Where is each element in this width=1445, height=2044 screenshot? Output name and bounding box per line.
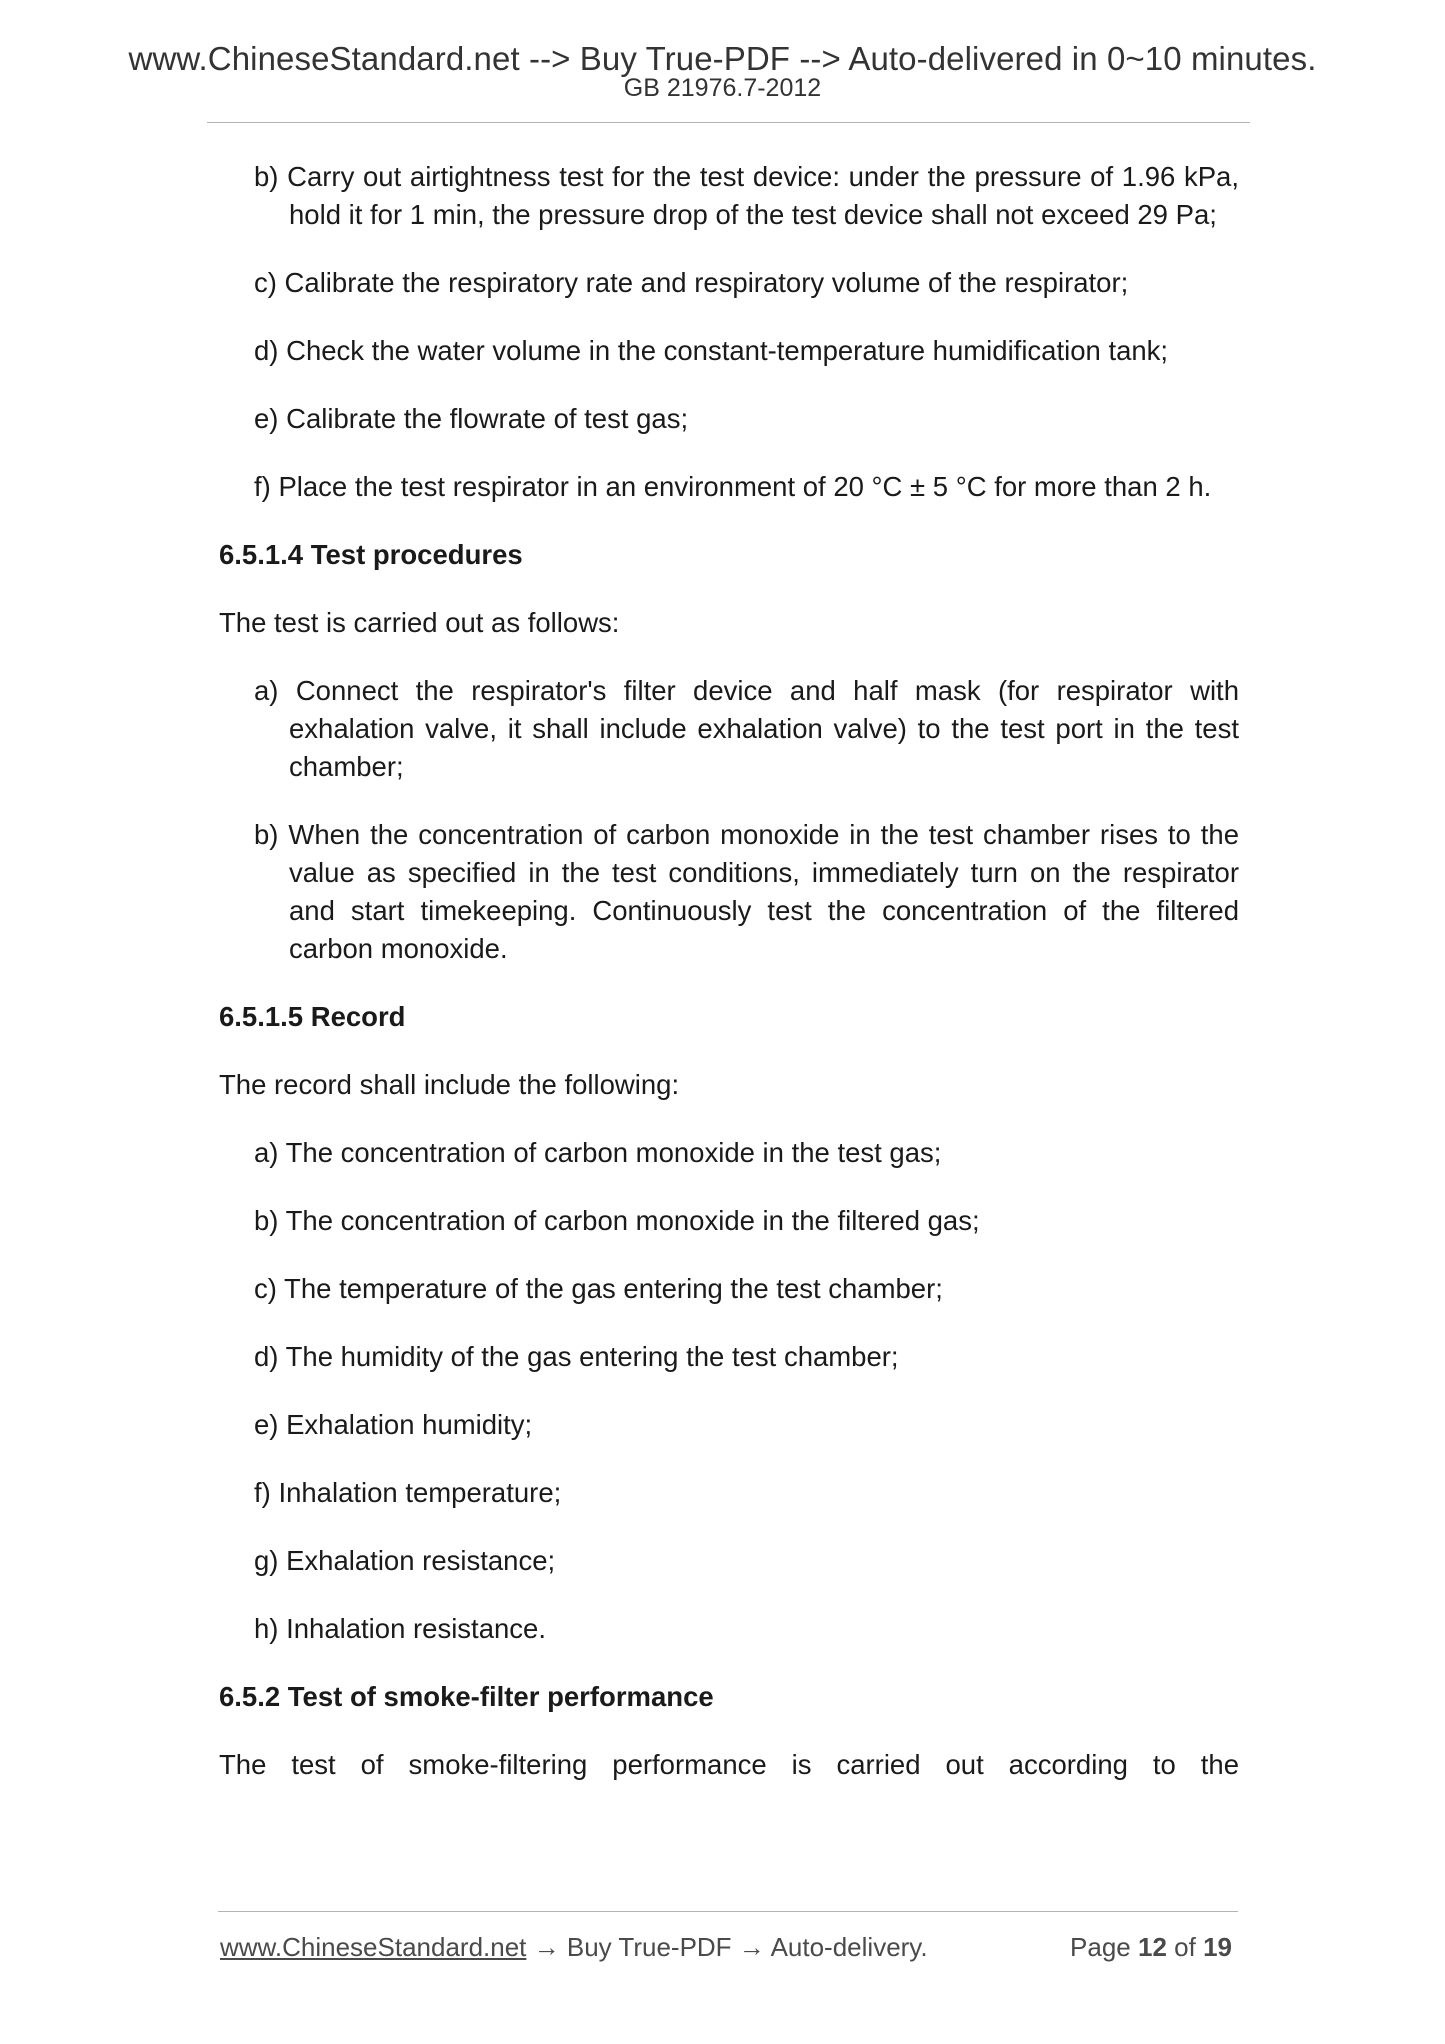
section-heading: 6.5.1.5 Record <box>219 1001 406 1032</box>
paragraph: The test is carried out as follows: <box>219 607 620 638</box>
page-total: 19 <box>1203 1932 1232 1962</box>
list-item: c) Calibrate the respiratory rate and respiratory volume of the respirator; <box>254 267 1129 298</box>
page-of-label: of <box>1174 1932 1196 1962</box>
page-indicator <box>1070 1932 1232 1963</box>
list-item: a) Connect the respirator's filter device and half mask (for respirator with exhalation valve, it shall include exhalation valve) to the test port in the test chamber; <box>254 675 1239 782</box>
list-item: e) Exhalation humidity; <box>254 1409 533 1440</box>
paragraph: The test of smoke-filtering performance is carried out according to the <box>219 1749 1239 1780</box>
footer-divider <box>218 1911 1238 1912</box>
page-number: 12 <box>1138 1932 1167 1962</box>
list-item: a) The concentration of carbon monoxide in the test gas; <box>254 1137 942 1168</box>
footer-site-link[interactable]: www.ChineseStandard.net <box>220 1932 527 1962</box>
footer-tagline: → Buy True-PDF → Auto-delivery. <box>526 1932 928 1962</box>
list-item: c) The temperature of the gas entering the test chamber; <box>254 1273 943 1304</box>
list-item: b) The concentration of carbon monoxide in the filtered gas; <box>254 1205 980 1236</box>
header-divider <box>207 122 1250 123</box>
list-item: h) Inhalation resistance. <box>254 1613 546 1644</box>
list-item: e) Calibrate the flowrate of test gas; <box>254 403 689 434</box>
list-item: f) Place the test respirator in an environment of 20 °C ± 5 °C for more than 2 h. <box>254 471 1212 502</box>
top-banner[interactable]: www.ChineseStandard.net --> Buy True-PDF --> Auto-delivered in 0~10 minutes. <box>128 40 1317 77</box>
list-item: d) Check the water volume in the constant-temperature humidification tank; <box>254 335 1169 366</box>
list-item: b) When the concentration of carbon monoxide in the test chamber rises to the value as specified in the test conditions, immediately turn on the respirator and start timekeeping. Continuously test the concentration of the filtered carbon monoxide. <box>254 819 1239 964</box>
list-item: b) Carry out airtightness test for the test device: under the pressure of 1.96 kPa, hold it for 1 min, the pressure drop of the test device shall not exceed 29 Pa; <box>254 161 1239 230</box>
section-heading: 6.5.2 Test of smoke-filter performance <box>219 1681 714 1712</box>
list-item: g) Exhalation resistance; <box>254 1545 556 1576</box>
list-item: f) Inhalation temperature; <box>254 1477 562 1508</box>
page-footer <box>220 1932 1232 1963</box>
standard-code: GB 21976.7-2012 <box>623 74 822 102</box>
page-content <box>219 158 1239 1814</box>
list-item: d) The humidity of the gas entering the test chamber; <box>254 1341 899 1372</box>
section-heading: 6.5.1.4 Test procedures <box>219 539 523 570</box>
page-label: Page <box>1070 1932 1131 1962</box>
paragraph: The record shall include the following: <box>219 1069 680 1100</box>
